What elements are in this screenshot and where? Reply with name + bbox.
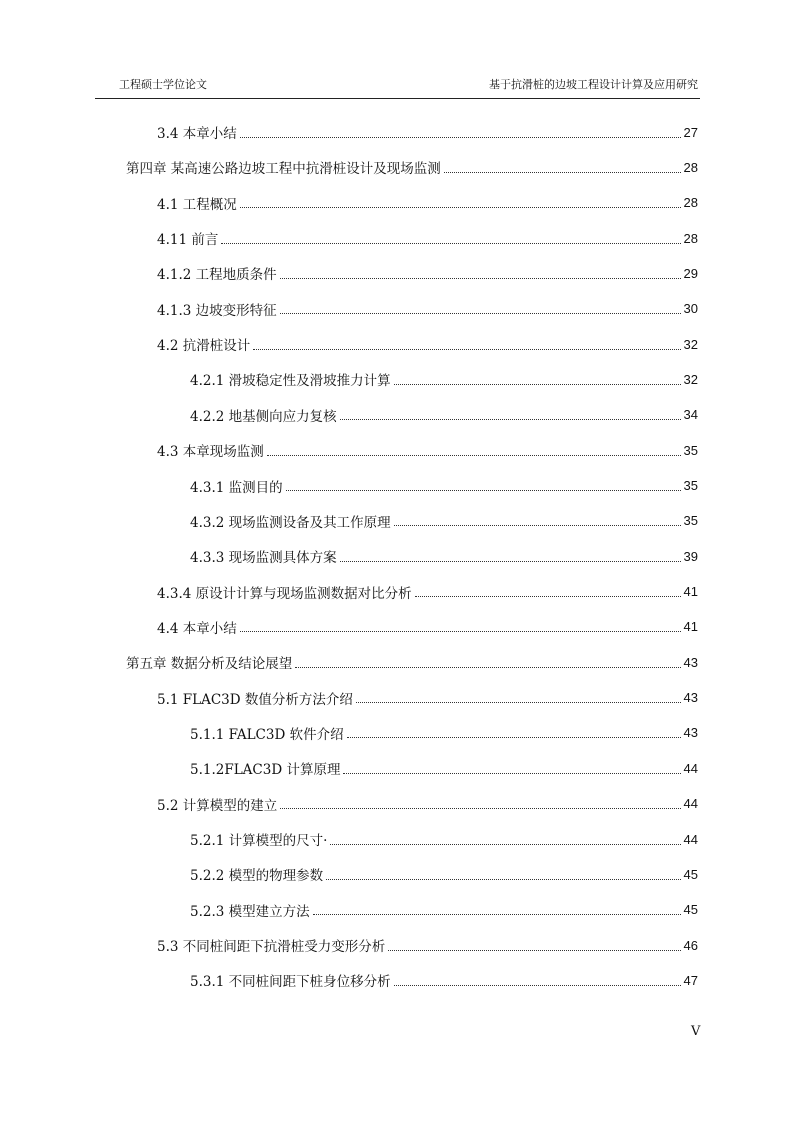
toc-entry-title: 4.3.3 现场监测具体方案 (190, 550, 337, 567)
toc-entry-title: 5.2.1 计算模型的尺寸· (190, 833, 328, 849)
toc-entry[interactable] (190, 754, 698, 782)
toc-entry-title: 5.3 不同桩间距下抗滑桩受力变形分析 (157, 939, 386, 956)
toc-entry[interactable] (157, 189, 698, 217)
toc-entry-title: 4.2.2 地基侧向应力复核 (190, 408, 337, 425)
toc-dot-leader (295, 666, 680, 668)
toc-entry-title: 第五章 数据分析及结论展望 (126, 656, 293, 673)
toc-entry-title: 5.1 FLAC3D 数值分析方法介绍 (157, 691, 353, 708)
toc-entry-title: 4.1.3 边坡变形特征 (157, 302, 277, 319)
toc-dot-leader (313, 913, 681, 915)
toc-entry-page: 35 (683, 442, 698, 458)
toc-entry[interactable] (190, 507, 698, 535)
toc-entry-title: 4.4 本章小结 (157, 620, 237, 637)
toc-entry-page: 43 (683, 725, 698, 741)
toc-entry-page: 47 (683, 972, 698, 988)
toc-entry-page: 44 (683, 831, 698, 847)
toc-entry-page: 41 (683, 619, 698, 635)
toc-entry[interactable] (190, 472, 698, 500)
toc-dot-leader (326, 878, 680, 880)
toc-dot-leader (267, 454, 681, 456)
toc-dot-leader (280, 277, 681, 279)
toc-entry-title: 4.1 工程概况 (157, 196, 237, 213)
toc-entry-page: 45 (683, 902, 698, 918)
toc-entry-title: 5.1.2FLAC3D 计算原理 (190, 762, 341, 779)
toc-entry-page: 28 (683, 230, 698, 246)
toc-entry[interactable] (157, 224, 698, 252)
toc-entry-title: 4.3.2 现场监测设备及其工作原理 (190, 514, 391, 531)
toc-entry-page: 27 (683, 124, 698, 140)
toc-entry-title: 5.1.1 FALC3D 软件介绍 (190, 726, 344, 743)
toc-dot-leader (280, 312, 681, 314)
toc-dot-leader (394, 383, 681, 385)
toc-entry[interactable] (190, 860, 698, 888)
toc-entry-title: 5.3.1 不同桩间距下桩身位移分析 (190, 974, 391, 991)
toc-dot-leader (340, 560, 681, 562)
toc-entry-title: 4.3 本章现场监测 (157, 444, 264, 461)
toc-entry-title: 5.2.2 模型的物理参数 (190, 868, 324, 885)
toc-entry-page: 43 (683, 690, 698, 706)
toc-entry[interactable] (190, 401, 698, 429)
toc-dot-leader (240, 136, 681, 138)
toc-dot-leader (444, 171, 681, 173)
toc-dot-leader (280, 807, 680, 809)
toc-entry-page: 43 (683, 654, 698, 670)
toc-entry[interactable] (190, 966, 698, 994)
toc-entry-title: 4.1.2 工程地质条件 (157, 267, 277, 284)
toc-entry-title: 4.2 抗滑桩设计 (157, 338, 251, 355)
toc-entry-page: 39 (683, 548, 698, 564)
toc-entry[interactable] (190, 542, 698, 570)
toc-entry[interactable] (190, 896, 698, 924)
toc-entry[interactable] (157, 790, 698, 818)
toc-entry-page: 35 (683, 513, 698, 529)
toc-entry[interactable] (157, 295, 698, 323)
toc-dot-leader (356, 701, 681, 703)
toc-entry[interactable] (190, 719, 698, 747)
toc-dot-leader (394, 524, 681, 526)
toc-entry-page: 44 (683, 760, 698, 776)
toc-entry-page: 45 (683, 866, 698, 882)
toc-entry-title: 4.3.4 原设计计算与现场监测数据对比分析 (157, 585, 412, 602)
toc-entry-page: 28 (683, 159, 698, 175)
toc-entry[interactable] (157, 684, 698, 712)
toc-entry[interactable] (126, 153, 698, 181)
toc-dot-leader (347, 736, 681, 738)
toc-entry-page: 44 (683, 796, 698, 812)
toc-entry[interactable] (157, 118, 698, 146)
toc-entry-title: 4.2.1 滑坡稳定性及滑坡推力计算 (190, 373, 391, 390)
toc-entry-title: 5.2 计算模型的建立 (157, 797, 278, 814)
toc-entry-page: 32 (683, 371, 698, 387)
toc-entry-page: 28 (683, 195, 698, 211)
toc-dot-leader (415, 595, 681, 597)
toc-entry-title: 第四章 某高速公路边坡工程中抗滑桩设计及现场监测 (126, 161, 441, 178)
toc-entry[interactable] (126, 648, 698, 676)
toc-entry[interactable] (157, 259, 698, 287)
toc-dot-leader (394, 984, 681, 986)
toc-entry-title: 5.2.3 模型建立方法 (190, 903, 310, 920)
toc-dot-leader (253, 348, 680, 350)
toc-entry[interactable] (190, 365, 698, 393)
toc-dot-leader (388, 949, 680, 951)
header-thesis-type: 工程硕士学位论文 (119, 78, 207, 91)
page-number: V (691, 1024, 701, 1039)
toc-dot-leader (240, 630, 681, 632)
toc-entry[interactable] (157, 613, 698, 641)
toc-entry-title: 3.4 本章小结 (157, 126, 237, 142)
toc-entry[interactable] (157, 330, 698, 358)
toc-entry-page: 30 (683, 301, 698, 317)
toc-entry[interactable] (157, 578, 698, 606)
toc-entry-page: 34 (683, 407, 698, 423)
toc-entry-page: 41 (683, 584, 698, 600)
toc-entry[interactable] (190, 825, 698, 853)
toc-dot-leader (240, 206, 681, 208)
toc-entry[interactable] (157, 436, 698, 464)
toc-entry[interactable] (157, 931, 698, 959)
toc-dot-leader (343, 772, 680, 774)
toc-entry-title: 4.11 前言 (157, 232, 219, 249)
toc-entry-page: 35 (683, 478, 698, 493)
toc-entry-page: 46 (683, 937, 698, 953)
toc-dot-leader (330, 843, 680, 845)
toc-dot-leader (221, 242, 680, 244)
toc-dot-leader (340, 418, 681, 420)
header-thesis-title: 基于抗滑桩的边坡工程设计计算及应用研究 (489, 78, 698, 91)
toc-entry-page: 32 (683, 336, 698, 352)
toc-dot-leader (286, 489, 681, 491)
running-header (95, 72, 700, 99)
toc-entry-title: 4.3.1 监测目的 (190, 479, 283, 496)
toc-entry-page: 29 (683, 265, 698, 281)
